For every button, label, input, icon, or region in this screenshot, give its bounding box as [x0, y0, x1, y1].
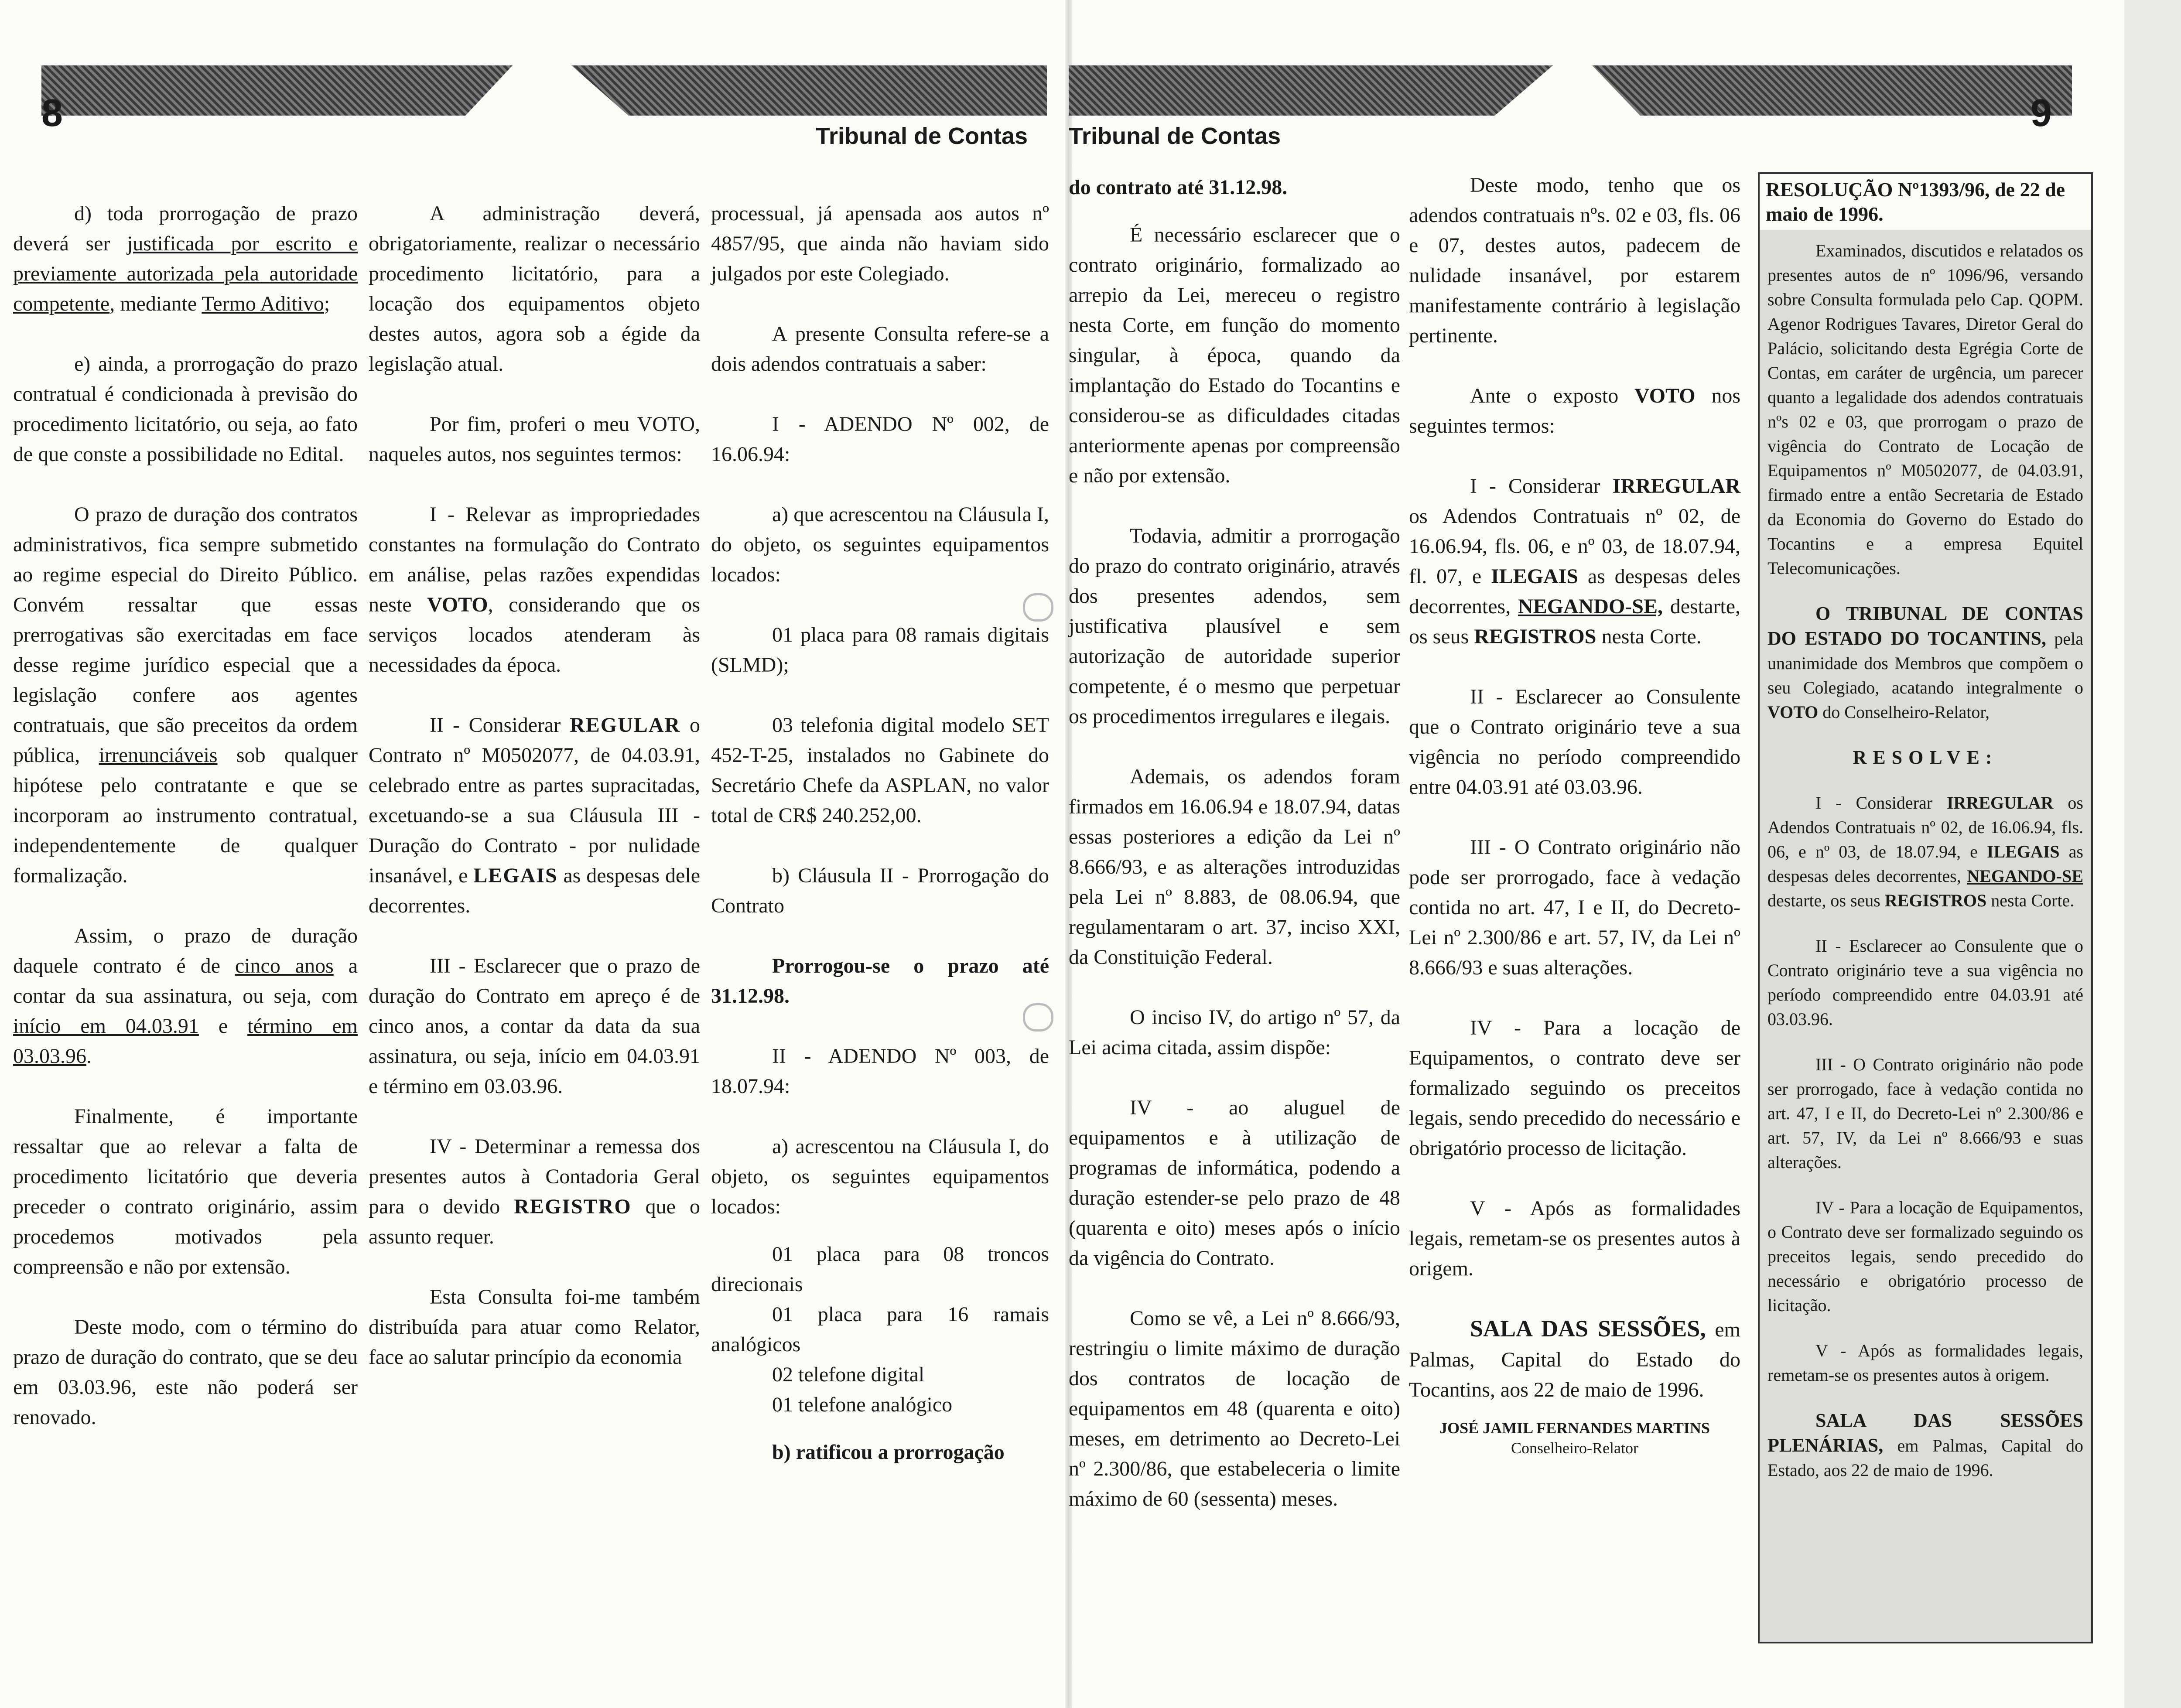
- page-edge: [2124, 0, 2181, 1708]
- paragraph: Por fim, proferi o meu VOTO, naqueles autos, nos seguintes termos:: [369, 413, 700, 466]
- paragraph: Assim, o prazo de duração daquele contrato é de cinco anos a contar da sua assinatura, ou seja, com início em 04.03.91 e término em 03.03.96.: [13, 924, 358, 1068]
- paragraph: Deste modo, tenho que os adendos contratuais nºs. 02 e 03, fls. 06 e 07, destes autos, padecem de nulidade insanável, por estarem manifestamente contrário à legislação pertinente.: [1409, 174, 1740, 347]
- paragraph: Como se vê, a Lei nº 8.666/93, restringiu o limite máximo de duração dos contratos de locação de equipamentos em 48 (quarenta e oito) meses, em detrimento ao Decreto-Lei nº 2.300/86, que estabeleceria o limite máximo de 60 (sessenta) meses.: [1069, 1307, 1400, 1510]
- column-5: [1409, 170, 1740, 1458]
- paragraph: Ademais, os adendos foram firmados em 16.06.94 e 18.07.94, datas essas posteriores a edição da Lei nº 8.666/93, e as alterações introduzidas pela Lei nº 8.883, de 08.06.94, que regulamentaram o art. 37, inciso XXI, da Constituição Federal.: [1069, 765, 1400, 969]
- paragraph: I - Considerar IRREGULAR os Adendos Contratuais nº 02, de 16.06.94, fls. 06, e nº 03, de 18.07.94, fl. 07, e ILEGAIS as despesas deles decorrentes, NEGANDO-SE, destarte, os seus REGISTROS nesta Corte.: [1409, 475, 1740, 648]
- signature-role: Conselheiro-Relator: [1511, 1439, 1638, 1457]
- paragraph: do contrato até 31.12.98.: [1069, 176, 1288, 199]
- column-1: [13, 198, 358, 1462]
- paragraph: III - Esclarecer que o prazo de duração do Contrato em apreço é de cinco anos, a contar da data da sua assinatura, ou seja, início em 04.03.91 e término em 03.03.96.: [369, 954, 700, 1098]
- paragraph: IV - Para a locação de Equipamentos, o Contrato deve ser formalizado seguindo os preceitos legais, sendo precedido do necessário e obrigatório processo de licitação.: [1767, 1198, 2083, 1315]
- left-page-number: 8: [41, 91, 63, 134]
- paragraph: II - Esclarecer ao Consulente que o Contrato originário teve a sua vigência no período compreendido entre 04.03.91 até 03.03.96.: [1409, 685, 1740, 799]
- paragraph: III - O Contrato originário não pode ser prorrogado, face à vedação contida no art. 47, I e II, do Decreto-Lei nº 2.300/86 e art. 57, IV, da Lei nº 8.666/93 e suas alterações.: [1409, 836, 1740, 979]
- signature-name: JOSÉ JAMIL FERNANDES MARTINS: [1439, 1419, 1710, 1437]
- paragraph: a) acrescentou na Cláusula I, do objeto, os seguintes equipamentos locados:: [711, 1135, 1049, 1218]
- paragraph: 03 telefonia digital modelo SET 452-T-25, instalados no Gabinete do Secretário Chefe da ASPLAN, no valor total de CR$ 240.252,00.: [711, 714, 1049, 827]
- paragraph: Prorrogou-se o prazo até 31.12.98.: [711, 954, 1049, 1008]
- paragraph: e) ainda, a prorrogação do prazo contratual é condicionada à previsão do procedimento licitatório, ou seja, ao fato de que conste a possibilidade no Edital.: [13, 352, 358, 466]
- paragraph: V - Após as formalidades legais, remetam-se os presentes autos à origem.: [1767, 1341, 2083, 1385]
- paragraph: processual, já apensada aos autos nº 4857/95, que ainda não haviam sido julgados por este Colegiado.: [711, 202, 1049, 285]
- paragraph: 01 placa para 08 ramais digitais (SLMD);: [711, 623, 1049, 676]
- paragraph: O TRIBUNAL DE CONTAS DO ESTADO DO TOCANTINS, pela unanimidade dos Membros que compõem o seu Colegiado, acatando integralmente o VOTO do Conselheiro-Relator,: [1767, 603, 2084, 722]
- column-2: [369, 198, 700, 1402]
- paragraph: 01 placa para 16 ramais analógicos: [711, 1303, 1049, 1356]
- paragraph: O prazo de duração dos contratos administrativos, fica sempre submetido ao regime especial do Direito Público. Convém ressaltar que essas prerrogativas são exercitadas em face desse regime jurídico especial que a legislação confere aos agentes contratuais, que são preceitos da ordem pública, irrenunciáveis sob qualquer hipótese pelo contratante e que se incorporam ao instrumento contratual, independentemente de qualquer formalização.: [13, 503, 358, 887]
- paragraph: O inciso IV, do artigo nº 57, da Lei acima citada, assim dispõe:: [1069, 1006, 1400, 1059]
- paragraph: IV - Para a locação de Equipamentos, o contrato deve ser formalizado seguindo os preceitos legais, sendo precedido do necessário e obrigatório processo de licitação.: [1409, 1016, 1740, 1160]
- paragraph: V - Após as formalidades legais, remetam-se os presentes autos à origem.: [1409, 1197, 1740, 1280]
- right-page-number: 9: [2031, 91, 2052, 134]
- paragraph: Examinados, discutidos e relatados os presentes autos de nº 1096/96, versando sobre Consulta formulada pelo Cap. QOPM. Agenor Rodrigues Tavares, Diretor Geral do Palácio, solicitando desta Egrégia Corte de Contas, em caráter de urgência, um parecer quanto a legalidade dos adendos contratuais nºs 02 e 03, que prorrogam o prazo de vigência do Contrato de Locação de Equipamentos nº M0502077, de 04.03.91, firmado entre a então Secretaria de Estado da Economia do Governo do Estado do Tocantins e a empresa Equitel Telecomunicações.: [1767, 241, 2083, 578]
- paragraph: É necessário esclarecer que o contrato originário, formalizado ao arrepio da Lei, mereceu o registro nesta Corte, em função do momento singular, à época, quando da implantação do Estado do Tocantins e considerou-se as dificuldades citadas anteriormente apenas por compreensão e não por extensão.: [1069, 223, 1400, 487]
- header-band-right-2: [1592, 65, 2072, 116]
- paragraph: II - Esclarecer ao Consulente que o Contrato originário teve a sua vigência no período compreendido entre 04.03.91 até 03.03.96.: [1767, 936, 2083, 1029]
- left-running-head: Tribunal de Contas: [816, 123, 1028, 149]
- paragraph: II - Considerar REGULAR o Contrato nº M0502077, de 04.03.91, celebrado entre as partes supracitadas, excetuando-se a sua Cláusula III - Duração do Contrato - por nulidade insanável, e LEGAIS as despesas dele decorrentes.: [369, 714, 701, 917]
- paragraph: Esta Consulta foi-me também distribuída para atuar como Relator, face ao salutar princípio da economia: [369, 1285, 700, 1369]
- paragraph: I - Relevar as impropriedades constantes na formulação do Contrato em análise, pelas razões expendidas neste VOTO, considerando que os serviços locados atenderam às necessidades da época.: [369, 503, 700, 676]
- paragraph: I - Considerar IRREGULAR os Adendos Contratuais nº 02, de 16.06.94, fls. 06, e nº 03, de 18.07.94, e ILEGAIS as despesas deles decorrentes, NEGANDO-SE destarte, os seus REGISTROS nesta Corte.: [1767, 793, 2083, 910]
- paragraph: d) toda prorrogação de prazo deverá ser justificada por escrito e previamente autorizada pela autoridade competente, mediante Termo Aditivo;: [13, 202, 358, 315]
- paragraph: A administração deverá, obrigatoriamente, realizar o necessário procedimento licitatório, para a locação dos equipamentos objeto destes autos, agora sob a égide da legislação atual.: [369, 202, 700, 376]
- paragraph: SALA DAS SESSÕES PLENÁRIAS, em Palmas, Capital do Estado, aos 22 de maio de 1996.: [1767, 1410, 2083, 1480]
- header-band-left-2: [571, 65, 1047, 116]
- resolve-heading: RESOLVE:: [1853, 747, 1998, 768]
- resolution-title: RESOLUÇÃO Nº1393/96, de 22 de maio de 1996.: [1760, 174, 2091, 230]
- paragraph: A presente Consulta refere-se a dois adendos contratuais a saber:: [711, 322, 1049, 376]
- column-3: [711, 198, 1049, 1497]
- header-band-left-1: [41, 65, 513, 116]
- paragraph: IV - Determinar a remessa dos presentes autos à Contadoria Geral para o devido REGISTRO que o assunto requer.: [369, 1135, 700, 1248]
- paragraph: Deste modo, com o término do prazo de duração do contrato, que se deu em 03.03.96, este não poderá ser renovado.: [13, 1315, 358, 1429]
- header-band-right-1: [1069, 65, 1553, 116]
- paragraph: a) que acrescentou na Cláusula I, do objeto, os seguintes equipamentos locados:: [711, 503, 1049, 586]
- paragraph: SALA DAS SESSÕES, em Palmas, Capital do Estado do Tocantins, aos 22 de maio de 1996.: [1409, 1315, 1740, 1401]
- paragraph: Ante o exposto VOTO nos seguintes termos:: [1409, 384, 1740, 437]
- column-4: [1069, 172, 1400, 1544]
- paragraph: 02 telefone digital: [772, 1363, 925, 1386]
- paragraph: b) Cláusula II - Prorrogação do Contrato: [711, 864, 1049, 917]
- paragraph: I - ADENDO Nº 002, de 16.06.94:: [711, 413, 1049, 466]
- paragraph: b) ratificou a prorrogação: [772, 1441, 1005, 1464]
- paragraph: 01 telefone analógico: [772, 1393, 953, 1416]
- paragraph: 01 placa para 08 troncos direcionais: [711, 1243, 1049, 1296]
- right-running-head: Tribunal de Contas: [1069, 123, 1281, 149]
- paragraph: II - ADENDO Nº 003, de 18.07.94:: [711, 1045, 1049, 1098]
- paragraph: Todavia, admitir a prorrogação do prazo do contrato originário, através dos presentes adendos, sem justificativa plausível e sem autorização de autoridade superior competente, é o mesmo que perpetuar os procedimentos irregulares e ilegais.: [1069, 524, 1400, 728]
- paragraph: IV - ao aluguel de equipamentos e à utilização de programas de informática, podendo a duração estender-se pelo prazo de 48 (quarenta e oito) meses após o início da vigência do Contrato.: [1069, 1096, 1400, 1270]
- resolution-box: [1758, 172, 2093, 1643]
- paragraph: III - O Contrato originário não pode ser prorrogado, face à vedação contida no art. 47, I e II, do Decreto-Lei nº 2.300/86 e art. 57, IV, da Lei nº 8.666/93 e suas alterações.: [1767, 1055, 2083, 1172]
- paragraph: Finalmente, é importante ressaltar que ao relevar a falta de procedimento licitatório que deveria preceder o contrato originário, assim procedemos motivados pela compreensão e não por extensão.: [13, 1105, 358, 1278]
